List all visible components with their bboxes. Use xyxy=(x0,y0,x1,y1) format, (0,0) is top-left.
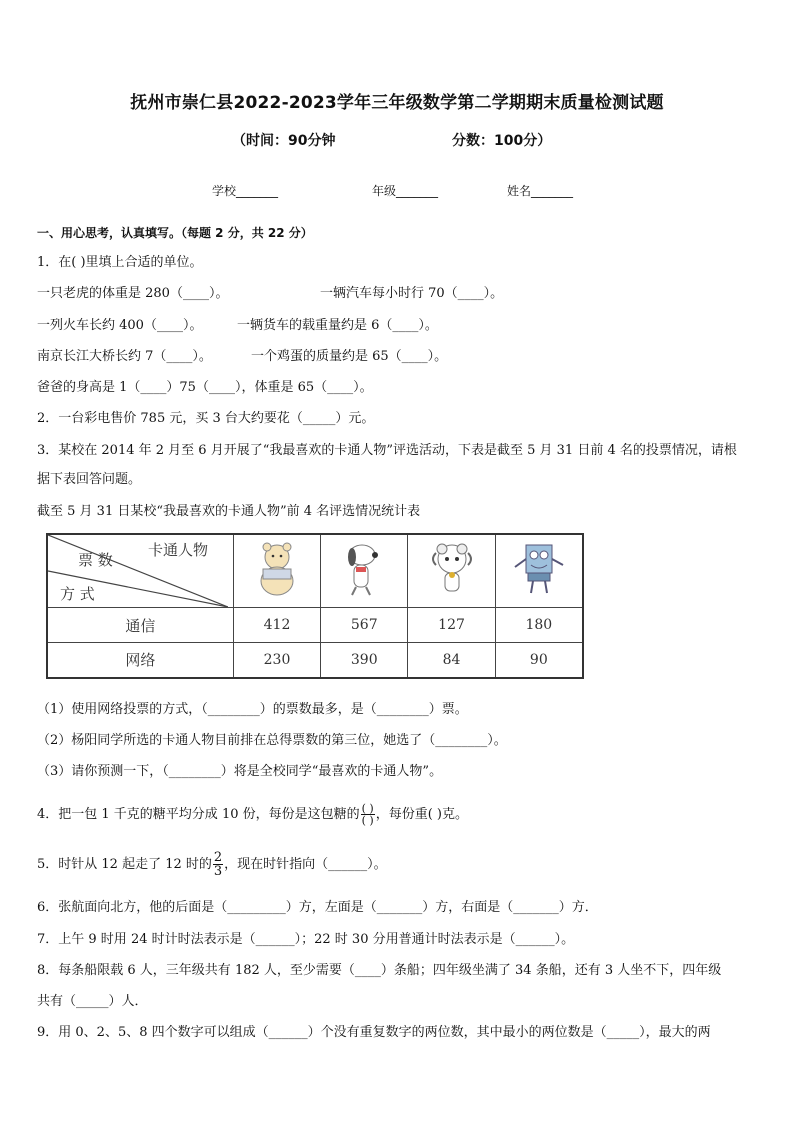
question-4-text-pre: 4．把一包 1 千克的糖平均分成 10 份，每份是这包糖的 xyxy=(37,807,360,822)
table-caption: 截至 5 月 31 日某校“我最喜欢的卡通人物”前 4 名评选情况统计表 xyxy=(37,504,421,519)
cell-online-4: 90 xyxy=(495,643,583,678)
question-3-stem-1: 3．某校在 2014 年 2 月至 6 月开展了“我最喜欢的卡通人物”评选活动，下表是截至 5 月 31 日前 4 名的投票情况，请根 xyxy=(37,443,737,458)
question-1-line-1a: 一只老虎的体重是 280（____）。 xyxy=(37,286,229,301)
question-9: 9．用 0、2、5、8 四个数字可以组成（______）个没有重复数字的两位数，其中最小的两位数是（_____），最大的两 xyxy=(37,1025,711,1040)
question-3-stem-2: 据下表回答问题。 xyxy=(37,472,142,487)
question-1-line-3a: 南京长江大桥长约 7（____）。 xyxy=(37,349,212,364)
time-limit: （时间：90分钟 xyxy=(232,133,336,149)
question-3-sub-1: （1）使用网络投票的方式，（________）的票数最多，是（________）票。 xyxy=(37,702,468,717)
sheep-character-image xyxy=(408,534,495,608)
question-1-line-1b: 一辆汽车每小时行 70（____）。 xyxy=(320,286,504,301)
name-field[interactable]: 姓名_______ xyxy=(507,184,574,198)
question-3-sub-3: （3）请你预测一下，（________）将是全校同学“最喜欢的卡通人物”。 xyxy=(37,764,443,779)
question-1-line-2a: 一列火车长约 400（____）。 xyxy=(37,318,203,333)
cell-online-1: 230 xyxy=(233,643,320,678)
question-8-line-2: 共有（_____）人． xyxy=(37,994,148,1009)
cell-online-2: 390 xyxy=(321,643,408,678)
exam-title: 抚州市崇仁县2022-2023学年三年级数学第二学期期末质量检测试题 xyxy=(130,93,664,113)
section-heading: 一、用心思考，认真填写。（每题 2 分，共 22 分） xyxy=(37,226,313,240)
cell-mail-3: 127 xyxy=(408,608,495,643)
cell-mail-4: 180 xyxy=(495,608,583,643)
question-5-fraction: $\frac{2}{3}$ xyxy=(213,850,223,879)
row-label-mail: 通信 xyxy=(47,608,233,643)
question-1-line-3b: 一个鸡蛋的质量约是 65（____）。 xyxy=(251,349,448,364)
snoopy-image xyxy=(321,534,408,608)
question-3-sub-2: （2）杨阳同学所选的卡通人物目前排在总得票数的第三位，她选了（________）。 xyxy=(37,733,507,748)
header-method-label: 方 式 xyxy=(60,585,95,603)
pooh-bear-image xyxy=(233,534,320,608)
question-1-stem: 1．在( )里填上合适的单位。 xyxy=(37,255,203,270)
question-2: 2．一台彩电售价 785 元，买 3 台大约要花（_____）元。 xyxy=(37,411,375,426)
table-diagonal-header xyxy=(47,534,233,608)
question-4-fraction: $\frac{( )}{( )}$ xyxy=(361,802,374,827)
question-6: 6．张航面向北方，他的后面是（_________）方，左面是（_______）方，右面是（_______）方． xyxy=(37,900,598,915)
row-label-online: 网络 xyxy=(47,643,233,678)
question-1-line-4: 爸爸的身高是 1（____）75（____），体重是 65（____）。 xyxy=(37,380,373,395)
question-4 xyxy=(37,803,468,826)
header-votes-label: 票 数 xyxy=(78,551,113,569)
question-7: 7．上午 9 时用 24 时计时法表示是（______）；22 时 30 分用普通计时法表示是（______）。 xyxy=(37,932,575,947)
question-1-line-2b: 一辆货车的载重量约是 6（____）。 xyxy=(237,318,438,333)
spongebob-image xyxy=(495,534,583,608)
vote-statistics-table xyxy=(46,533,584,679)
school-field[interactable]: 学校_______ xyxy=(212,184,279,198)
question-5-text-post: ，现在时针指向（______）。 xyxy=(224,857,387,872)
cell-mail-2: 567 xyxy=(321,608,408,643)
question-5-text-pre: 5．时针从 12 起走了 12 时的 xyxy=(37,857,212,872)
question-5 xyxy=(37,851,387,878)
question-8-line-1: 8．每条船限载 6 人，三年级共有 182 人，至少需要（____）条船；四年级坐满了 34 条船，还有 3 人坐不下，四年级 xyxy=(37,963,722,978)
header-cartoon-label: 卡通人物 xyxy=(148,541,209,559)
cell-mail-1: 412 xyxy=(233,608,320,643)
total-score: 分数：100分） xyxy=(452,133,552,149)
grade-field[interactable]: 年级_______ xyxy=(372,184,439,198)
question-4-text-post: ，每份重( )克。 xyxy=(375,807,468,822)
cell-online-3: 84 xyxy=(408,643,495,678)
